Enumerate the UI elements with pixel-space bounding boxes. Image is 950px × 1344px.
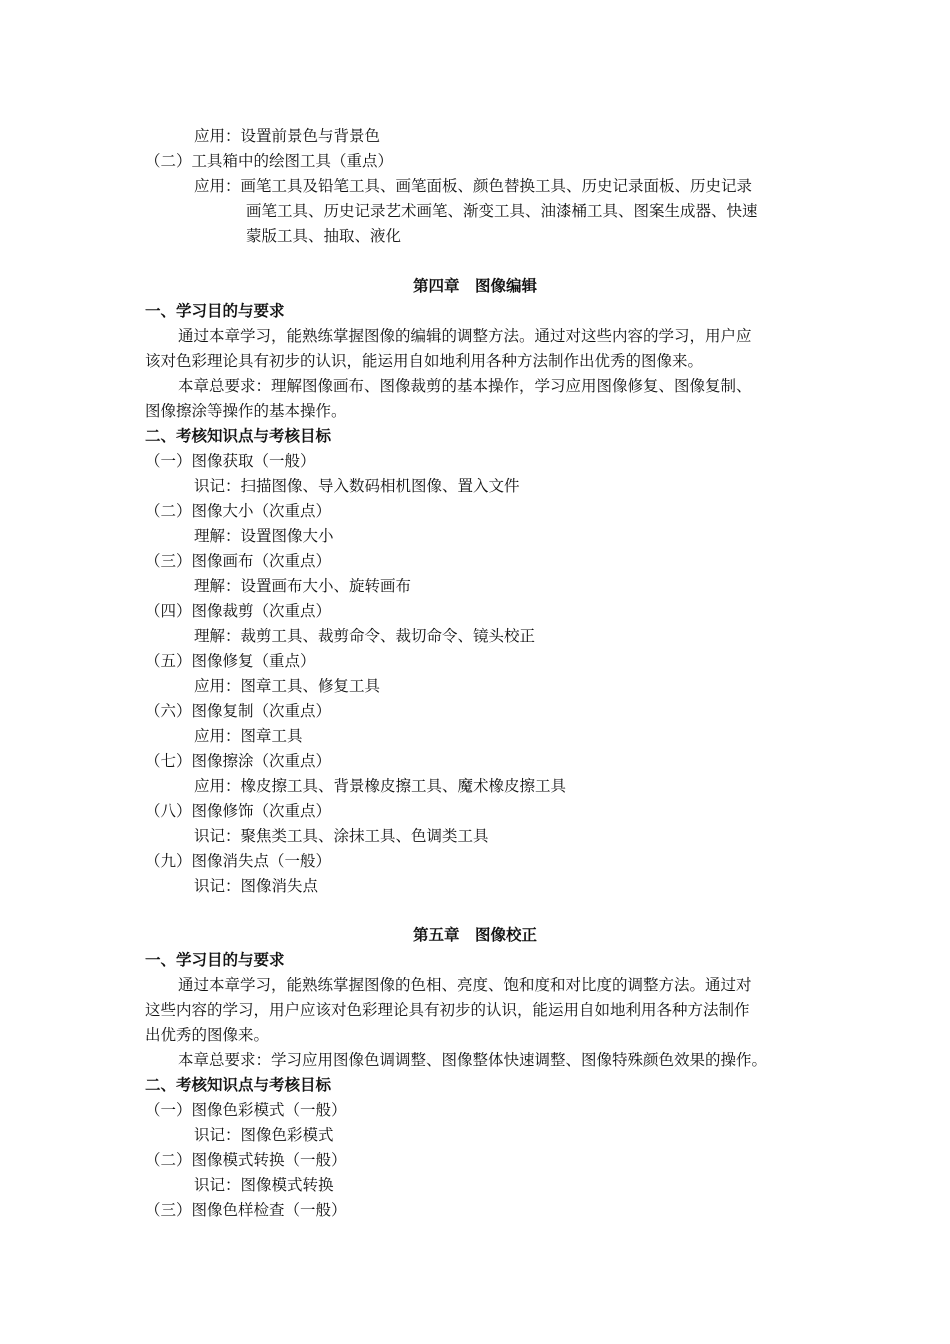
chapter-title: 第五章 图像校正 — [412, 926, 537, 944]
paragraph-line: 通过本章学习，能熟练掌握图像的编辑的调整方法。通过对这些内容的学习，用户应 — [178, 327, 752, 345]
list-item-detail: 识记：扫描图像、导入数码相机图像、置入文件 — [194, 477, 520, 495]
list-item-detail: 识记：图像消失点 — [194, 877, 319, 895]
list-item-detail: 应用：图章工具、修复工具 — [194, 677, 381, 695]
list-item-heading: （二）图像大小（次重点） — [145, 502, 332, 520]
list-item-heading: （三）图像色样检查（一般） — [145, 1201, 347, 1219]
list-item-detail: 应用：橡皮擦工具、背景橡皮擦工具、魔术橡皮擦工具 — [194, 777, 567, 795]
text-line: 蒙版工具、抽取、液化 — [246, 227, 402, 245]
text-line: 应用：设置前景色与背景色 — [194, 127, 381, 145]
list-item-heading: （一）图像获取（一般） — [145, 452, 316, 470]
paragraph-line: 本章总要求：理解图像画布、图像裁剪的基本操作，学习应用图像修复、图像复制、 — [178, 377, 752, 395]
paragraph-line: 出优秀的图像来。 — [145, 1026, 270, 1044]
text-line: 画笔工具、历史记录艺术画笔、渐变工具、油漆桶工具、图案生成器、快速 — [246, 202, 758, 220]
section-heading: 一、学习目的与要求 — [145, 302, 285, 320]
list-item-heading: （三）图像画布（次重点） — [145, 552, 332, 570]
list-item-detail: 理解：设置画布大小、旋转画布 — [194, 577, 412, 595]
list-item-detail: 识记：聚焦类工具、涂抹工具、色调类工具 — [194, 827, 489, 845]
list-item-heading: （六）图像复制（次重点） — [145, 702, 332, 720]
list-item-heading: （二）图像模式转换（一般） — [145, 1151, 347, 1169]
list-item-detail: 识记：图像模式转换 — [194, 1176, 334, 1194]
chapter-title: 第四章 图像编辑 — [412, 277, 537, 295]
section-heading: 二、考核知识点与考核目标 — [145, 1076, 332, 1094]
list-item-detail: 应用：图章工具 — [194, 727, 303, 745]
section-heading: 二、考核知识点与考核目标 — [145, 427, 332, 445]
list-item-heading: （七）图像擦涂（次重点） — [145, 752, 332, 770]
list-item-detail: 识记：图像色彩模式 — [194, 1126, 334, 1144]
list-item-detail: 理解：裁剪工具、裁剪命令、裁切命令、镜头校正 — [194, 627, 536, 645]
paragraph-line: 图像擦涂等操作的基本操作。 — [145, 402, 347, 420]
list-item-heading: （五）图像修复（重点） — [145, 652, 316, 670]
list-item-detail: 理解：设置图像大小 — [194, 527, 334, 545]
paragraph-line: 该对色彩理论具有初步的认识，能运用自如地利用各种方法制作出优秀的图像来。 — [145, 352, 704, 370]
text-line: 应用：画笔工具及铅笔工具、画笔面板、颜色替换工具、历史记录面板、历史记录 — [194, 177, 753, 195]
paragraph-line: 通过本章学习，能熟练掌握图像的色相、亮度、饱和度和对比度的调整方法。通过对 — [178, 976, 752, 994]
section-heading: 一、学习目的与要求 — [145, 951, 285, 969]
paragraph-line: 本章总要求：学习应用图像色调调整、图像整体快速调整、图像特殊颜色效果的操作。 — [178, 1051, 768, 1069]
list-item-heading: （八）图像修饰（次重点） — [145, 802, 332, 820]
list-item-heading: （九）图像消失点（一般） — [145, 852, 332, 870]
list-item-heading: （二）工具箱中的绘图工具（重点） — [145, 152, 394, 170]
list-item-heading: （一）图像色彩模式（一般） — [145, 1101, 347, 1119]
paragraph-line: 这些内容的学习，用户应该对色彩理论具有初步的认识，能运用自如地利用各种方法制作 — [145, 1001, 750, 1019]
list-item-heading: （四）图像裁剪（次重点） — [145, 602, 332, 620]
